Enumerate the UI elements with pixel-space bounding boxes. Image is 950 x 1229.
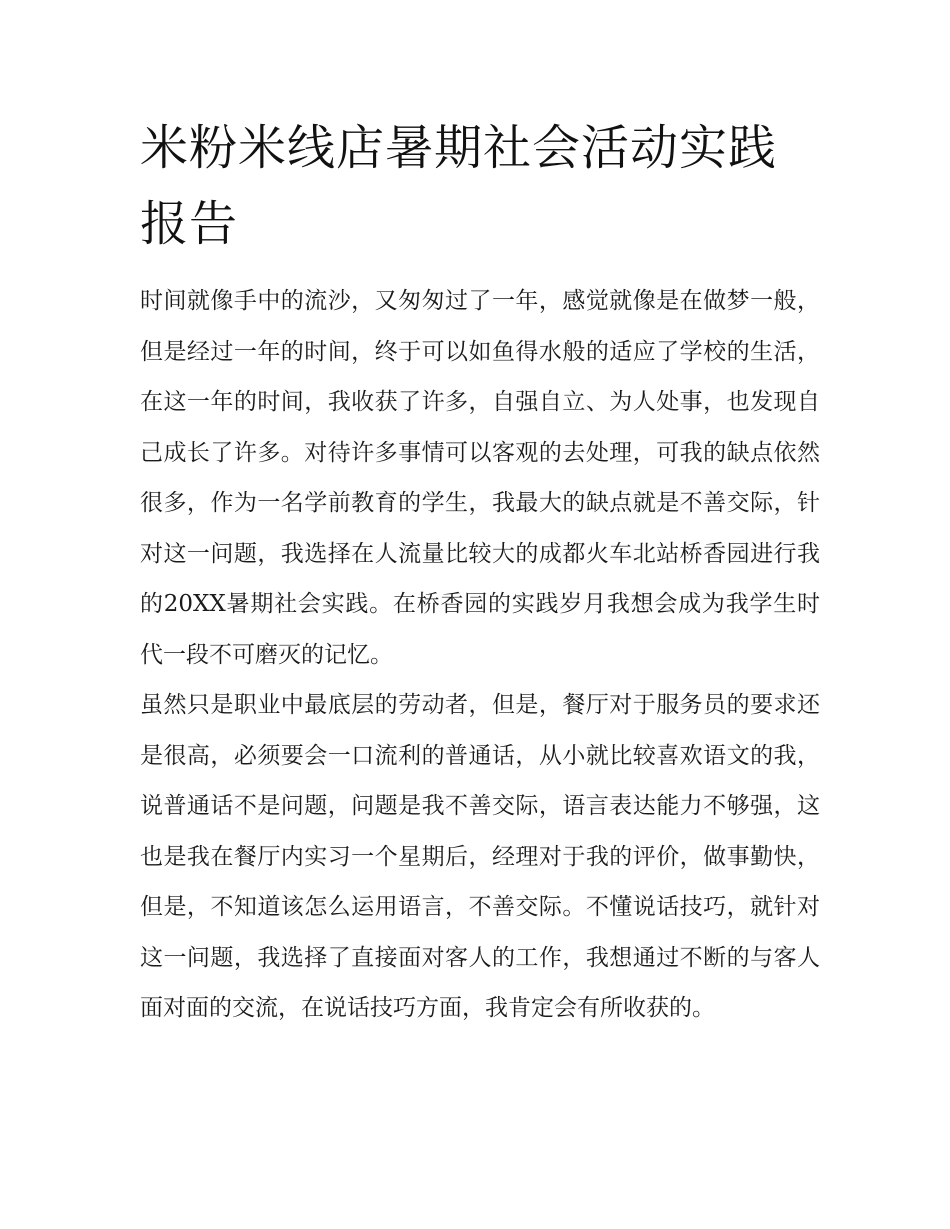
document-title: 米粉米线店暑期社会活动实践报告 [140, 120, 778, 252]
document-body [140, 276, 820, 1034]
paragraph-2: 虽然只是职业中最底层的劳动者，但是，餐厅对于服务员的要求还是很高，必须要会一口流利的普通话，从小就比较喜欢语文的我，说普通话不是问题，问题是我不善交际，语言表达能力不够强，这也是我在餐厅内实习一个星期后，经理对于我的评价，做事勤快，但是，不知道该怎么运用语言，不善交际。不懂说话技巧，就针对这一问题，我选择了直接面对客人的工作，我想通过不断的与客人面对面的交流，在说话技巧方面，我肯定会有所收获的。 [140, 692, 820, 1021]
paragraph-1: 时间就像手中的流沙，又匆匆过了一年，感觉就像是在做梦一般，但是经过一年的时间，终于可以如鱼得水般的适应了学校的生活，在这一年的时间，我收获了许多，自强自立、为人处事，也发现自己成长了许多。对待许多事情可以客观的去处理，可我的缺点依然很多，作为一名学前教育的学生，我最大的缺点就是不善交际，针对这一问题，我选择在人流量比较大的成都火车北站桥香园进行我的20XX暑期社会实践。在桥香园的实践岁月我想会成为我学生时代一段不可磨灭的记忆。 [140, 288, 820, 668]
